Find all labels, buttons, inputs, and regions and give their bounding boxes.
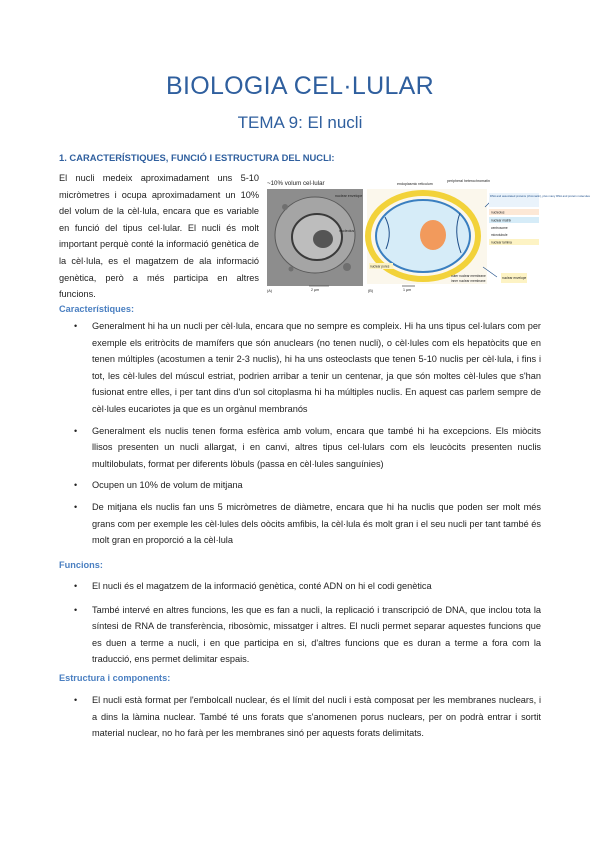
volume-label: ~10% volum cel·lular: [267, 180, 325, 187]
panel-a-label: (A): [267, 289, 273, 293]
label-er: endoplasmic reticulum: [397, 182, 433, 186]
bullet-icon: •: [74, 321, 78, 331]
label-outer-membrane: outer nuclear membrane: [451, 274, 486, 278]
label-inner-membrane: inner nuclear membrane: [451, 279, 486, 283]
bullet-icon: •: [74, 581, 78, 591]
bullet-icon: •: [74, 480, 78, 491]
scale-a: 2 µm: [311, 288, 320, 292]
document-title: BIOLOGIA CEL·LULAR: [166, 72, 434, 100]
list-item: • El nucli és el magatzem de la informació genètica, conté ADN on hi el codi genètica: [59, 578, 541, 595]
estructura-label: Estructura i components:: [59, 673, 171, 683]
legend-nucleolus: nucleolus: [491, 210, 505, 215]
label-nucleolus-a: nucleolus: [339, 229, 355, 233]
funcions-label: Funcions:: [59, 560, 103, 570]
bullet-icon: •: [74, 695, 78, 705]
list-item: • Generalment hi ha un nucli per cèl·lula, encara que no sempre es compleix. Hi ha uns tipus cel·lulars com per exemple els eritròcits de mamífers que són anuclears (no tenen nucli), o cèl·lules com els hepatòcits que en tenen múltiples (acostumen a tenir 2-3 nuclis), hi ha uns osteoclasts que tenen 5-10 nuclis per cèl·lula, i fins i tot, les cèl·lules del múscul estriat, podrien arribar a tenir un centenar, ja que són moltes cèl·lules que s'han fusionat entre elles, i per tant dins d'un sol citoplasma hi ha múltiples nuclis. En aquest cas parlem sempre de cèl·lules eucariotes ja que es un orgànul membranós: [59, 318, 541, 418]
list-item: • De mitjana els nuclis fan uns 5 micròmetres de diàmetre, encara que hi ha nuclis que poden ser molt més grans com per exemple les cèl·lules dels oòcits amfibis, la cèl·lula és molt gran i el seu nucli per tant també és molt gran en proporció a la cèl·lula: [59, 499, 541, 549]
intro-paragraph: El nucli medeix aproximadament uns 5-10 micròmetres i ocupa aproximadament un 10% del volum de la cèl·lula, encara que es variable en funció del tipus cel·lular. El nucli és molt important perquè conté la informació genètica de la cèl·lula, es el magatzem de ala informació genètica, però a més participa en altres funcions.: [59, 173, 259, 300]
estructura-list: [59, 692, 541, 742]
legend-matrix: nuclear matrix: [491, 218, 512, 223]
label-nuclear-pores: nuclear pores: [370, 264, 390, 269]
nucleus-figure: [265, 177, 590, 293]
list-item: • També intervé en altres funcions, les que es fan a nucli, la replicació i transcripció de DNA, que inclou tota la síntesi de RNA de transferència, ribosòmic, missatger i altres. El nucli permet separar aquestes funcions que es duen a terme a nucli, i en que participa en si, d'altres funcions que es duran a terme a fora com la traducció, ens permet delimitar espais.: [59, 602, 541, 668]
bullet-icon: •: [74, 604, 78, 615]
list-item: • El nucli està format per l'embolcall nuclear, és el límit del nucli i està composat per les membranes nuclears, i a dins la làmina nuclear. També té uns forats que s'anomenen porus nuclears, per on podrà entrar i sortit material nuclear, no ho farà per les membranes sinó per aquests forats delimitats.: [59, 692, 541, 742]
legend-lamina: nuclear lamina: [491, 240, 512, 245]
funcions-list: [59, 578, 541, 668]
label-nuclear-envelope-a: nuclear envelope: [335, 194, 363, 198]
label-heterochromatin: peripheral heterochromatin: [447, 179, 490, 183]
legend-centrosome: centrosome: [491, 226, 508, 230]
panel-b-label: (B): [368, 289, 374, 293]
caracteristiques-label: Característiques:: [59, 304, 135, 314]
micrograph-nucleolus: [313, 230, 333, 248]
list-item: • Generalment els nuclis tenen forma esfèrica amb volum, encara que també hi ha excepcions. Els miòcits llisos presenten un nucli allargat, i en canvi, altres tipus cel·lulars com els leucòcits presenten nuclis multilobulats, format per diferents lòbuls (passa en cèl·lules sanguínies): [59, 423, 541, 473]
bullet-icon: •: [74, 501, 78, 512]
bullet-icon: •: [74, 425, 78, 436]
list-item: • Ocupen un 10% de volum de mitjana: [59, 477, 541, 494]
legend-microtubule: microtubule: [491, 233, 508, 237]
nucleolus-shape: [420, 220, 446, 250]
legend-chromatin: DNA and associated proteins (chromatin), plus many RNA and protein molecules: [490, 194, 590, 198]
document-subtitle: TEMA 9: El nucli: [237, 113, 363, 132]
section-heading: 1. CARACTERÍSTIQUES, FUNCIÓ I ESTRUCTURA DEL NUCLI:: [59, 152, 335, 163]
caracteristiques-list: [59, 318, 541, 549]
label-nuclear-envelope-b: nuclear envelope: [502, 276, 527, 280]
scale-b: 1 µm: [403, 288, 412, 292]
